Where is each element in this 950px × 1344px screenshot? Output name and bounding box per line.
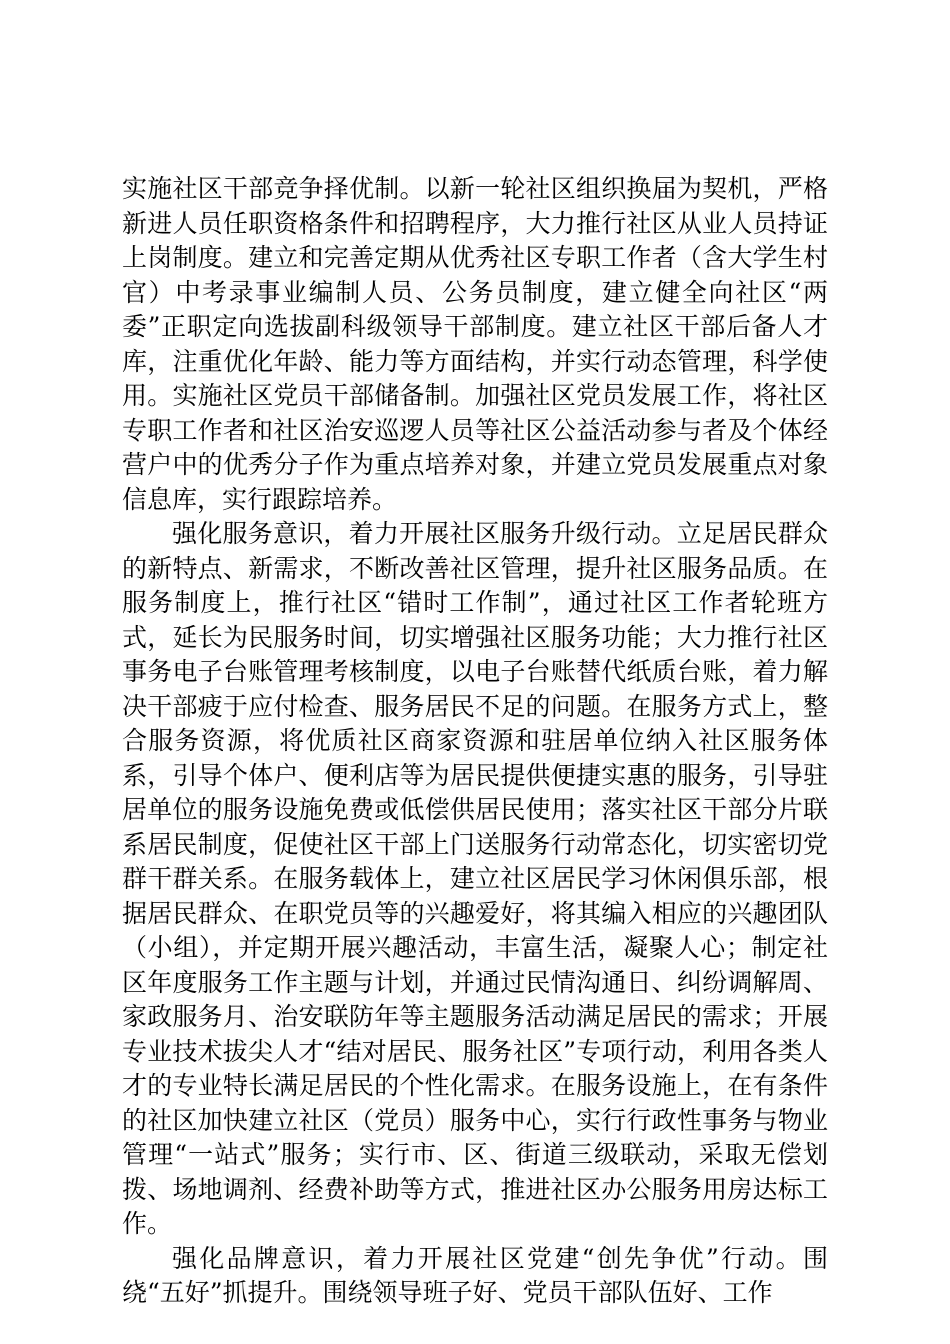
document-body <box>122 172 828 1311</box>
paragraph-cadre-selection: 实施社区干部竞争择优制。以新一轮社区组织换届为契机，严格新进人员任职资格条件和招聘程序，大力推行社区从业人员持证上岗制度。建立和完善定期从优秀社区专职工作者（含大学生村官）中考录事业编制人员、公务员制度，建立健全向社区“两委”正职定向选拔副科级领导干部制度。建立社区干部后备人才库，注重优化年龄、能力等方面结构，并实行动态管理，科学使用。实施社区党员干部储备制。加强社区党员发展工作，将社区专职工作者和社区治安巡逻人员等社区公益活动参与者及个体经营户中的优秀分子作为重点培养对象，并建立党员发展重点对象信息库，实行跟踪培养。 <box>122 174 828 514</box>
paragraph-service-upgrade: 强化服务意识，着力开展社区服务升级行动。立足居民群众的新特点、新需求，不断改善社区管理，提升社区服务品质。在服务制度上，推行社区“错时工作制”，通过社区工作者轮班方式，延长为民服务时间，切实增强社区服务功能；大力推行社区事务电子台账管理考核制度，以电子台账替代纸质台账，着力解决干部疲于应付检查、服务居民不足的问题。在服务方式上，整合服务资源，将优质社区商家资源和驻居单位纳入社区服务体系，引导个体户、便利店等为居民提供便捷实惠的服务，引导驻居单位的服务设施免费或低偿供居民使用；落实社区干部分片联系居民制度，促使社区干部上门送服务行动常态化，切实密切党群干群关系。在服务载体上，建立社区居民学习休闲俱乐部，根据居民群众、在职党员等的兴趣爱好，将其编入相应的兴趣团队（小组），并定期开展兴趣活动，丰富生活，凝聚人心；制定社区年度服务工作主题与计划，并通过民情沟通日、纠纷调解周、家政服务月、治安联防年等主题服务活动满足居民的需求；开展专业技术拔尖人才“结对居民、服务社区”专项行动，利用各类人才的专业特长满足居民的个性化需求。在服务设施上，在有条件的社区加快建立社区（党员）服务中心，实行行政性事务与物业管理“一站式”服务；实行市、区、街道三级联动，采取无偿划拨、场地调剂、经费补助等方式，推进社区办公服务用房达标工作。 <box>122 519 828 1238</box>
paragraph-brand-awareness: 强化品牌意识，着力开展社区党建“创先争优”行动。围绕“五好”抓提升。围绕领导班子好、党员干部队伍好、工作 <box>122 1243 828 1307</box>
